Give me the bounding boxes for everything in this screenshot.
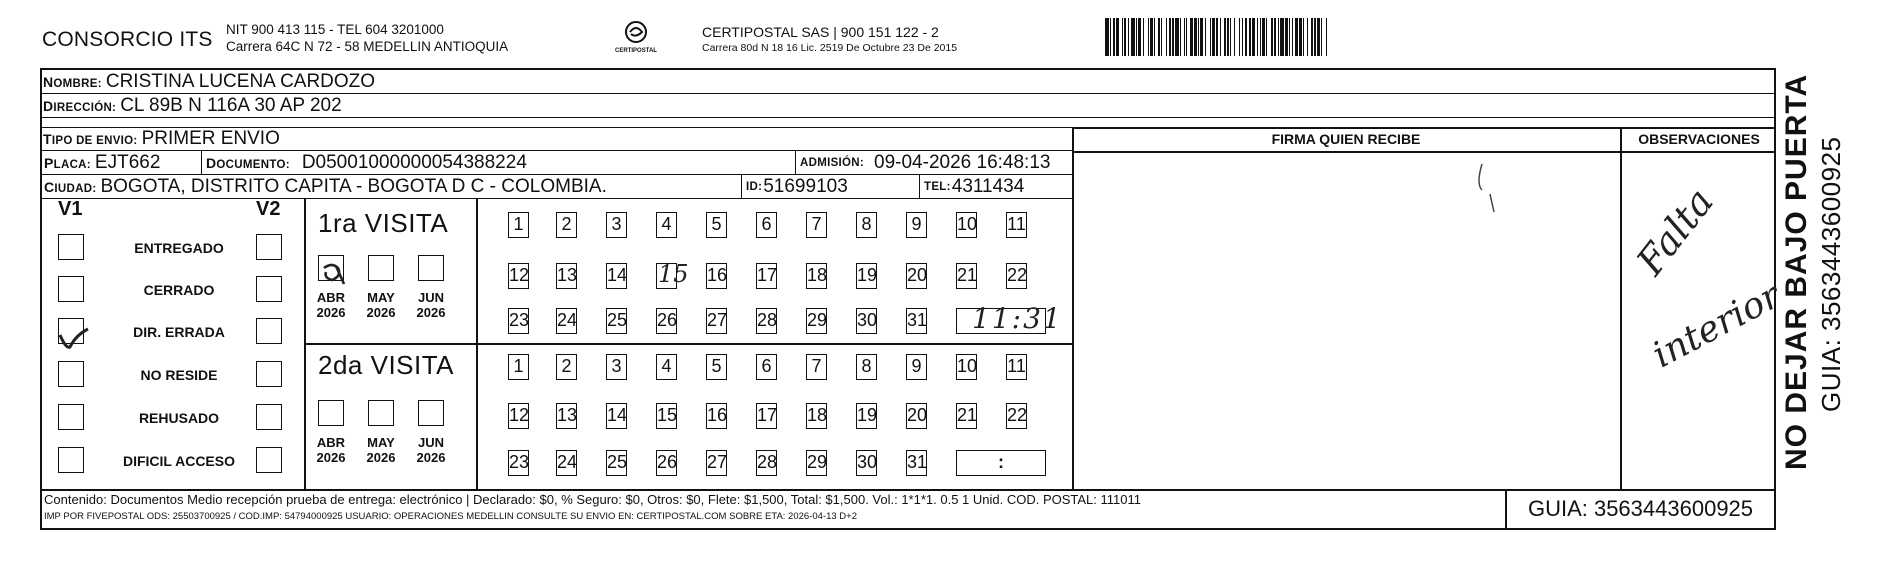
v1-label: V1 — [58, 198, 83, 220]
first-visit-day-box: 9 — [906, 212, 927, 238]
city-cell — [40, 175, 742, 198]
visit-divider — [304, 343, 1072, 345]
first-visit-day-box: 25 — [606, 308, 627, 334]
certipostal-logo-text: CERTIPOSTAL — [615, 48, 657, 54]
city-label: CIUDAD: — [44, 178, 97, 195]
first-visit-day-box: 23 — [508, 308, 529, 334]
second-visit-day-box: 25 — [606, 450, 627, 476]
status-option-label: DIR. ERRADA — [133, 324, 225, 340]
second-visit-day-box: 6 — [756, 354, 777, 380]
second-visit-day-box: 31 — [906, 450, 927, 476]
month-name: ABR — [316, 290, 346, 305]
recipient-name: CRISTINA LUCENA CARDOZO — [105, 70, 376, 92]
month-year: 2026 — [366, 305, 396, 320]
second-visit-month-box — [418, 400, 444, 426]
first-visit-day-box: 12 — [508, 263, 529, 289]
plate-value: EJT662 — [94, 151, 161, 173]
barcode-bar — [1327, 18, 1328, 56]
first-visit-label: 1ra VISITA — [318, 208, 449, 238]
first-visit-day-box: 10 — [956, 212, 977, 238]
first-visit-day-box: 6 — [756, 212, 777, 238]
v2-checkbox — [256, 234, 282, 260]
month-name: JUN — [417, 290, 444, 305]
name-row — [40, 70, 1774, 94]
contents-line: Contenido: Documentos Medio recepción prueba de entrega: electrónico | Declarado: $0, % Seguro: $0, Otros: $0, Flete: $1,500, Total: $1,500. Vol.: 1*1*1. 0.5 1 Unid. COD. POSTAL: 111011 — [44, 492, 1141, 507]
footer-guia: GUIA: 3563443600925 — [1527, 496, 1754, 521]
first-visit-day-box: 11 — [1006, 212, 1027, 238]
second-visit-day-box: 26 — [656, 450, 677, 476]
second-visit-day-box: 12 — [508, 403, 529, 429]
tracking-barcode — [1105, 18, 1328, 56]
handwritten-observation-1: Falta — [1628, 179, 1723, 284]
first-visit-day-box: 29 — [806, 308, 827, 334]
first-visit-day-box: 17 — [756, 263, 777, 289]
company-nit-line: NIT 900 413 115 - TEL 604 3201000 — [226, 22, 444, 37]
month-label — [408, 290, 454, 320]
month-year: 2026 — [366, 450, 396, 465]
company-name: CONSORCIO ITS — [42, 28, 213, 51]
second-visit-day-box: 4 — [656, 354, 677, 380]
v1-checkbox — [58, 276, 84, 302]
v2-label: V2 — [256, 198, 281, 220]
first-visit-day-box: 5 — [706, 212, 727, 238]
second-visit-day-box: 2 — [556, 354, 577, 380]
first-visit-day-box: 24 — [556, 308, 577, 334]
v2-checkbox — [256, 447, 282, 473]
second-visit-time-box: : — [956, 450, 1046, 476]
month-name: ABR — [316, 435, 346, 450]
v1-checkbox — [58, 234, 84, 260]
month-label — [358, 435, 404, 465]
status-option-label: REHUSADO — [138, 410, 220, 426]
second-visit-day-box: 18 — [806, 403, 827, 429]
admission-cell — [796, 151, 1072, 174]
month-name: JUN — [417, 435, 444, 450]
handwritten-observation-2: interior — [1646, 275, 1788, 377]
first-visit-day-box: 14 — [606, 263, 627, 289]
plate-label: PLACA: — [44, 154, 91, 171]
id-value: 51699103 — [763, 175, 848, 197]
second-visit-day-box: 1 — [508, 354, 529, 380]
month-label — [308, 435, 354, 465]
document-cell — [202, 151, 796, 174]
second-visit-day-box: 20 — [906, 403, 927, 429]
first-visit-day-box: 27 — [706, 308, 727, 334]
signature-header-line — [1072, 127, 1776, 129]
handwritten-time: 11:31 — [972, 302, 1063, 335]
second-visit-day-box: 23 — [508, 450, 529, 476]
footer-top-line — [40, 489, 1776, 491]
second-visit-day-box: 30 — [856, 450, 877, 476]
month-name: MAY — [367, 435, 395, 450]
v2-checkbox — [256, 404, 282, 430]
shipment-type-row — [40, 127, 1072, 151]
document-value: D05001000000054388224 — [301, 151, 527, 173]
second-visit-day-box: 13 — [556, 403, 577, 429]
second-visit-day-box: 5 — [706, 354, 727, 380]
id-label: ID: — [746, 180, 763, 193]
v1-checkbox — [58, 361, 84, 387]
first-visit-day-box: 3 — [606, 212, 627, 238]
company-address-line: Carrera 64C N 72 - 58 MEDELLIN ANTIOQUIA — [226, 39, 509, 54]
signature-stray-mark — [1472, 160, 1502, 214]
first-visit-day-box: 8 — [856, 212, 877, 238]
second-visit-day-box: 17 — [756, 403, 777, 429]
first-visit-day-box: 28 — [756, 308, 777, 334]
handwritten-check-mark — [56, 323, 92, 355]
plate-document-row — [40, 151, 1072, 175]
status-option-label: CERRADO — [143, 282, 215, 298]
side-guia: GUIA: 3563443600925 — [1816, 136, 1846, 412]
admission-value: 09-04-2026 16:48:13 — [874, 151, 1051, 173]
second-visit-month-box — [318, 400, 344, 426]
status-option-label: ENTREGADO — [134, 240, 224, 256]
city-value: BOGOTA, DISTRITO CAPITA - BOGOTA D C - COLOMBIA. — [100, 175, 607, 197]
month-year: 2026 — [316, 305, 346, 320]
tel-cell — [920, 175, 1072, 198]
second-visit-day-box: 16 — [706, 403, 727, 429]
recipient-address: CL 89B N 116A 30 AP 202 — [120, 94, 342, 116]
first-visit-day-box: 22 — [1006, 263, 1027, 289]
second-visit-day-box: 15 — [656, 403, 677, 429]
id-cell — [742, 175, 920, 198]
second-visit-day-box: 22 — [1006, 403, 1027, 429]
month-name: MAY — [367, 290, 395, 305]
second-visit-day-box: 8 — [856, 354, 877, 380]
imp-line: IMP POR FIVEPOSTAL ODS: 25503700925 / COD.IMP: 54794000925 USUARIO: OPERACIONES MEDELLIN CONSULTE SU ENVIO EN: CERTIPOSTAL.COM SOBRE ETA: 2026-04-13 D+2 — [44, 511, 857, 522]
second-visit-day-box: 21 — [956, 403, 977, 429]
month-year: 2026 — [416, 450, 446, 465]
side-warning: NO DEJAR BAJO PUERTA — [1780, 73, 1813, 470]
first-visit-day-box: 18 — [806, 263, 827, 289]
second-visit-day-box: 7 — [806, 354, 827, 380]
second-visit-day-box: 29 — [806, 450, 827, 476]
second-visit-day-box: 28 — [756, 450, 777, 476]
plate-cell — [40, 151, 202, 174]
second-visit-month-box — [368, 400, 394, 426]
first-visit-month-box — [368, 255, 394, 281]
second-visit-label: 2da VISITA — [318, 350, 455, 380]
second-visit-day-box: 9 — [906, 354, 927, 380]
v1-checkbox — [58, 447, 84, 473]
first-visit-month-box — [418, 255, 444, 281]
v2-checkbox — [256, 361, 282, 387]
v1-checkbox — [58, 404, 84, 430]
month-year: 2026 — [316, 450, 346, 465]
first-visit-day-box: 20 — [906, 263, 927, 289]
address-row — [40, 94, 1774, 118]
second-visit-day-box: 19 — [856, 403, 877, 429]
second-visit-day-box: 24 — [556, 450, 577, 476]
month-year: 2026 — [416, 305, 446, 320]
tel-label: TEL: — [924, 180, 951, 193]
observations-left-border — [1620, 127, 1622, 490]
second-visit-day-box: 27 — [706, 450, 727, 476]
carrier-nit-line: CERTIPOSTAL SAS | 900 151 122 - 2 — [702, 24, 939, 40]
second-visit-day-box: 11 — [1006, 354, 1027, 380]
handwritten-day-15: 15 — [658, 260, 689, 288]
first-visit-day-box: 4 — [656, 212, 677, 238]
v2-checkbox — [256, 318, 282, 344]
first-visit-day-box: 2 — [556, 212, 577, 238]
status-option-label: DIFICIL ACCESO — [122, 453, 235, 469]
observations-label: OBSERVACIONES — [1638, 131, 1760, 147]
status-option-label: NO RESIDE — [140, 367, 218, 383]
address-label: DIRECCIÓN: — [43, 97, 117, 114]
handwritten-month-mark — [318, 258, 348, 288]
first-visit-day-box: 13 — [556, 263, 577, 289]
month-label — [408, 435, 454, 465]
first-visit-day-box: 30 — [856, 308, 877, 334]
shipment-type-value: PRIMER ENVIO — [141, 128, 280, 149]
first-visit-day-box: 26 — [656, 308, 677, 334]
month-label — [358, 290, 404, 320]
name-label: NOMBRE: — [43, 73, 102, 90]
city-row — [40, 175, 1072, 199]
certipostal-logo-icon — [614, 20, 658, 56]
first-visit-day-box: 1 — [508, 212, 529, 238]
signature-label: FIRMA QUIEN RECIBE — [1271, 131, 1421, 147]
shipment-type-label: TIPO DE ENVIO: — [43, 131, 138, 147]
admission-label: ADMISIÓN: — [800, 156, 865, 169]
month-label — [308, 290, 354, 320]
second-visit-day-box: 10 — [956, 354, 977, 380]
first-visit-day-box: 19 — [856, 263, 877, 289]
tel-value: 4311434 — [951, 175, 1025, 197]
signature-header-bottom — [1072, 151, 1776, 153]
first-visit-day-box: 7 — [806, 212, 827, 238]
carrier-address-line: Carrera 80d N 18 16 Lic. 2519 De Octubre 23 De 2015 — [702, 42, 958, 54]
v2-checkbox — [256, 276, 282, 302]
document-label: DOCUMENTO: — [206, 154, 290, 171]
first-visit-day-box: 31 — [906, 308, 927, 334]
signature-left-border — [1072, 127, 1074, 490]
second-visit-day-box: 3 — [606, 354, 627, 380]
first-visit-day-box: 16 — [706, 263, 727, 289]
first-visit-day-box: 21 — [956, 263, 977, 289]
second-visit-day-box: 14 — [606, 403, 627, 429]
